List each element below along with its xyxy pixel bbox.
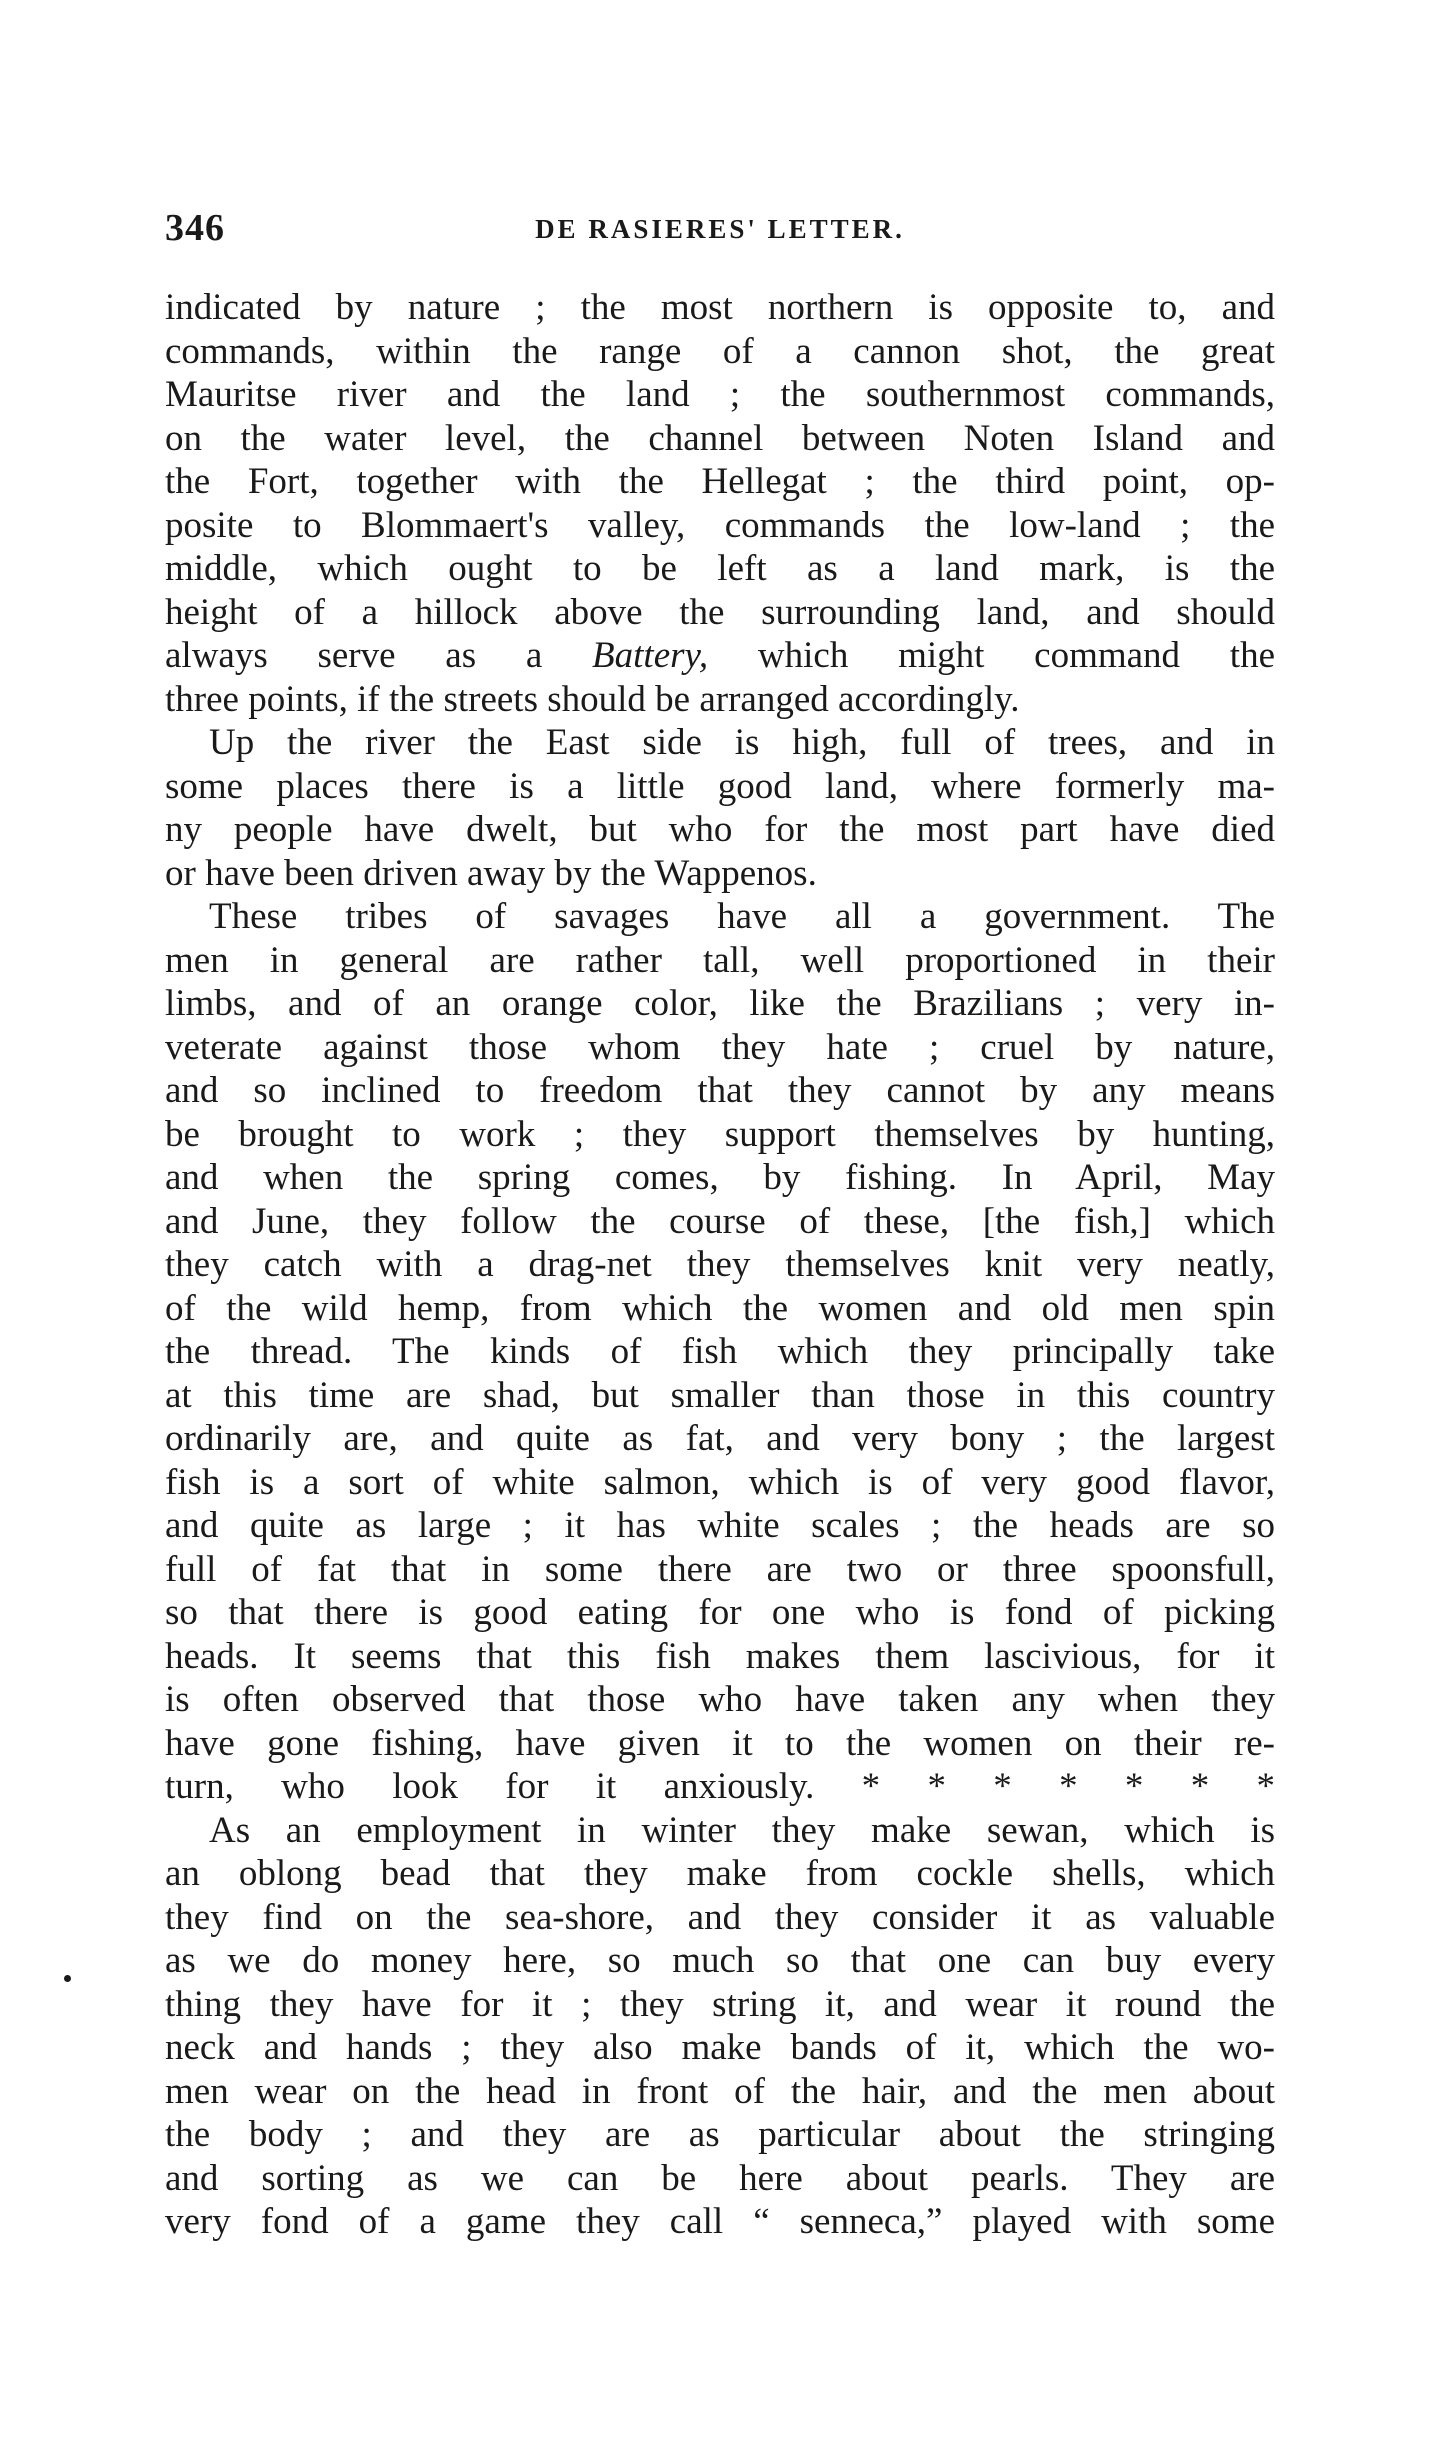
paragraph-start-line: These tribes of savages have all a government. The: [209, 896, 1275, 937]
text-line: and June, they follow the course of these, [the fish,] which: [165, 1200, 1275, 1242]
text-line: of the wild hemp, from which the women and old men spin: [165, 1287, 1275, 1329]
text-line: posite to Blommaert's valley, commands the low-land ; the: [165, 504, 1275, 546]
running-title: DE RASIERES' LETTER.: [535, 214, 905, 244]
text-line: they find on the sea-shore, and they consider it as valuable: [165, 1896, 1275, 1938]
text-line: be brought to work ; they support themselves by hunting,: [165, 1113, 1275, 1155]
text-line: the thread. The kinds of fish which they principally take: [165, 1331, 1275, 1372]
text-line: they catch with a drag-net they themselves knit very neatly,: [165, 1244, 1275, 1285]
text-line: at this time are shad, but smaller than those in this country: [165, 1374, 1275, 1416]
text-line: middle, which ought to be left as a land mark, is the: [165, 548, 1275, 589]
text-line: commands, within the range of a cannon shot, the great: [165, 330, 1275, 372]
text-line: ny people have dwelt, but who for the most part have died: [165, 809, 1275, 850]
text-line: and when the spring comes, by fishing. In April, May: [165, 1157, 1275, 1198]
text-line: and quite as large ; it has white scales ; the heads are so: [165, 1505, 1275, 1546]
text-line: indicated by nature ; the most northern is opposite to, and: [165, 287, 1275, 328]
text-line: men wear on the head in front of the hair, and the men about: [165, 2070, 1275, 2112]
text-line: very fond of a game they call “ senneca,” played with some: [165, 2201, 1275, 2242]
text-line: height of a hillock above the surrounding land, and should: [165, 591, 1275, 633]
text-line: the Fort, together with the Hellegat ; the third point, op-: [165, 461, 1275, 502]
text-line: men in general are rather tall, well proportioned in their: [165, 939, 1275, 981]
text-line: and so inclined to freedom that they cannot by any means: [165, 1070, 1275, 1111]
text-line: so that there is good eating for one who is fond of picking: [165, 1592, 1275, 1633]
italic-word: Battery,: [592, 635, 709, 676]
text-line: turn, who look for it anxiously. * * * * * * *: [165, 1766, 1275, 1807]
text-line: heads. It seems that this fish makes them lascivious, for it: [165, 1635, 1275, 1677]
text-line: as we do money here, so much so that one can buy every: [165, 1940, 1275, 1981]
text-line: veterate against those whom they hate ; cruel by nature,: [165, 1026, 1275, 1068]
text-line: limbs, and of an orange color, like the Brazilians ; very in-: [165, 983, 1275, 1024]
text-fragment: which might command the: [708, 635, 1275, 676]
body-text: [165, 286, 1275, 2244]
text-line: Mauritse river and the land ; the southernmost commands,: [165, 374, 1275, 415]
paragraph-start-line: Up the river the East side is high, full of trees, and in: [209, 722, 1275, 763]
text-line: thing they have for it ; they string it, and wear it round the: [165, 1983, 1275, 2025]
text-line: neck and hands ; they also make bands of it, which the wo-: [165, 2027, 1275, 2068]
text-line: ordinarily are, and quite as fat, and very bony ; the largest: [165, 1418, 1275, 1459]
running-head: [165, 206, 1275, 256]
text-line: and sorting as we can be here about pearls. They are: [165, 2157, 1275, 2199]
text-line: some places there is a little good land, where formerly ma-: [165, 765, 1275, 807]
text-line-battery: [165, 634, 1275, 678]
text-line: is often observed that those who have taken any when they: [165, 1679, 1275, 1720]
text-line: three points, if the streets should be arranged accordingly.: [165, 678, 1020, 720]
text-line: an oblong bead that they make from cockle shells, which: [165, 1853, 1275, 1894]
text-line: have gone fishing, have given it to the women on their re-: [165, 1722, 1275, 1764]
text-line: on the water level, the channel between Noten Island and: [165, 417, 1275, 459]
page-number: 346: [165, 207, 225, 249]
text-line: full of fat that in some there are two or three spoonsfull,: [165, 1548, 1275, 1590]
margin-mark: [64, 1975, 71, 1982]
text-fragment: always serve as a: [165, 635, 543, 676]
text-line: or have been driven away by the Wappenos.: [165, 852, 817, 894]
paragraph-start-line: As an employment in winter they make sewan, which is: [209, 1809, 1275, 1851]
text-line: fish is a sort of white salmon, which is of very good flavor,: [165, 1461, 1275, 1503]
text-line: the body ; and they are as particular about the stringing: [165, 2114, 1275, 2155]
